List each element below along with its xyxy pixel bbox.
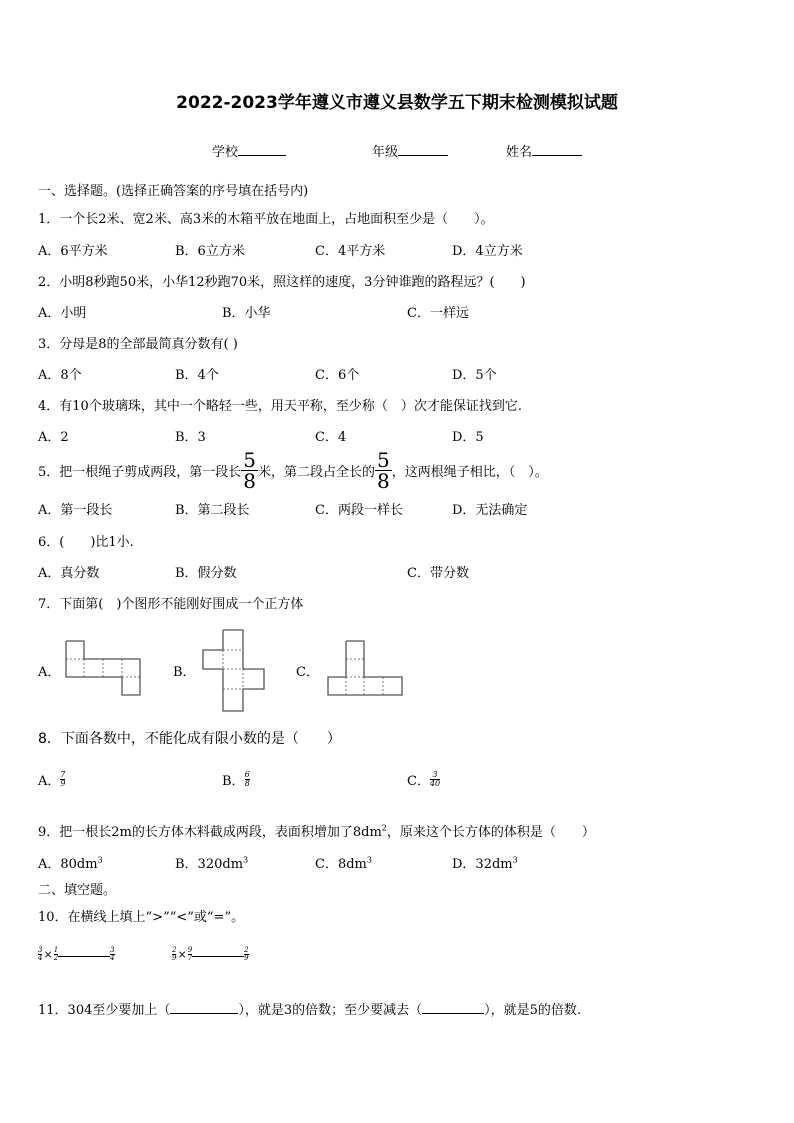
q8-fraction-b: $\frac{6}{8}$ xyxy=(244,770,250,788)
q7-option-a[interactable]: A． xyxy=(38,665,61,680)
question-2: 2．小明8秒跑50米，小华12秒跑70米，照这样的速度，3分钟谁跑的路程远？( ) xyxy=(38,275,526,290)
q5-option-d[interactable]: D．无法确定 xyxy=(452,503,528,518)
question-3: 3．分母是8的全部最简真分数有( ) xyxy=(38,337,238,352)
q10-expression-2: $\frac{2}{9}$ × $\frac{9}{7}$ $\frac{2}{9}$ xyxy=(172,946,249,962)
q5-option-a[interactable]: A．第一段长 xyxy=(38,503,113,518)
q7-net-c xyxy=(326,640,406,698)
section-choice-heading: 一、选择题。(选择正确答案的序号填在括号内) xyxy=(38,184,309,199)
q2-option-a[interactable]: A．小明 xyxy=(38,306,87,321)
q5-option-b[interactable]: B．第二段长 xyxy=(175,503,250,518)
q1-option-a[interactable]: A．6平方米 xyxy=(38,244,108,259)
q2-option-c[interactable]: C．一样远 xyxy=(407,306,469,321)
q7-option-b[interactable]: B． xyxy=(173,665,196,680)
question-1: 1．一个长2米、宽2米、高3米的木箱平放在地面上，占地面积至少是（ ）。 xyxy=(38,212,494,227)
name-label: 姓名 xyxy=(506,145,533,160)
school-field[interactable] xyxy=(212,141,286,160)
question-10: 10．在横线上填上“>”“<”或“=”。 xyxy=(38,910,245,925)
q11-blank-1[interactable] xyxy=(170,1001,238,1014)
q9-option-d[interactable]: D．$32dm^3$ xyxy=(452,855,518,872)
q1-option-d[interactable]: D．4立方米 xyxy=(452,244,523,259)
q3-option-c[interactable]: C．6个 xyxy=(315,368,360,383)
page-title: 2022-2023学年遵义市遵义县数学五下期末检测模拟试题 xyxy=(176,93,618,113)
q7-option-c[interactable]: C． xyxy=(296,665,319,680)
q9-option-c[interactable]: C．$8dm^3$ xyxy=(315,855,372,872)
q3-option-a[interactable]: A．8个 xyxy=(38,368,82,383)
q5-fraction-1: $\frac{5}{8}$ xyxy=(243,448,257,493)
q7-net-a xyxy=(64,640,144,698)
section-fill-heading: 二、填空题。 xyxy=(38,883,117,898)
question-6: 6．( )比1小. xyxy=(38,535,134,550)
q6-option-a[interactable]: A．真分数 xyxy=(38,566,100,581)
q8-fraction-a: $\frac{7}{9}$ xyxy=(60,770,66,788)
school-label: 学校 xyxy=(212,145,239,160)
q1-option-c[interactable]: C．4平方米 xyxy=(315,244,386,259)
q5-text-1: 5．把一根绳子剪成两段，第一段长 xyxy=(38,465,242,480)
question-8: 8．下面各数中，不能化成有限小数的是（ ） xyxy=(38,731,341,747)
q8-option-c[interactable]: C． $\frac{3}{40}$ xyxy=(407,770,441,789)
q6-option-b[interactable]: B．假分数 xyxy=(175,566,237,581)
question-4: 4．有10个玻璃珠，其中一个略轻一些，用天平称，至少称（ ）次才能保证找到它. xyxy=(38,399,522,414)
q10-expression-1: $\frac{3}{4}$ × $\frac{1}{2}$ $\frac{3}{4}$ xyxy=(38,946,115,962)
q8-fraction-c: $\frac{3}{40}$ xyxy=(429,770,441,788)
q1-option-b[interactable]: B．6立方米 xyxy=(175,244,245,259)
grade-label: 年级 xyxy=(372,145,399,160)
q5-text-3: ，这两根绳子相比，（ ）。 xyxy=(391,465,548,480)
question-5 xyxy=(38,450,548,491)
q5-text-2: 米，第二段占全长的 xyxy=(258,465,376,480)
q5-fraction-2: $\frac{5}{8}$ xyxy=(377,448,390,493)
q11-blank-2[interactable] xyxy=(422,1001,484,1014)
q5-option-c[interactable]: C．两段一样长 xyxy=(315,503,403,518)
grade-field[interactable] xyxy=(372,141,448,160)
q4-option-a[interactable]: A．2 xyxy=(38,430,69,445)
q4-option-d[interactable]: D．5 xyxy=(452,430,484,445)
q3-option-b[interactable]: B．4个 xyxy=(175,368,219,383)
q6-option-c[interactable]: C．带分数 xyxy=(407,566,469,581)
q4-option-b[interactable]: B．3 xyxy=(175,430,206,445)
name-field[interactable] xyxy=(506,141,582,160)
q9-option-b[interactable]: B．$320dm^3$ xyxy=(175,855,249,872)
q7-net-b xyxy=(202,629,268,715)
q2-option-b[interactable]: B．小华 xyxy=(222,306,271,321)
q10-blank-2[interactable] xyxy=(192,946,244,957)
q3-option-d[interactable]: D．5个 xyxy=(452,368,497,383)
question-11: 11．304至少要加上（ ），就是3的倍数；至少要减去（ ），就是5的倍数. xyxy=(38,1003,582,1018)
question-7: 7．下面第( )个图形不能刚好围成一个正方体 xyxy=(38,597,304,612)
q8-option-a[interactable]: A． $\frac{7}{9}$ xyxy=(38,770,66,789)
question-9: 9．把一根长2m的长方体木料截成两段，表面积增加了$8dm^2$，原来这个长方体的体积是（ ） xyxy=(38,823,595,840)
q10-blank-1[interactable] xyxy=(58,946,110,957)
q9-option-a[interactable]: A．$80dm^3$ xyxy=(38,855,103,872)
q4-option-c[interactable]: C．4 xyxy=(315,430,347,445)
q8-option-b[interactable]: B． $\frac{6}{8}$ xyxy=(222,770,250,789)
